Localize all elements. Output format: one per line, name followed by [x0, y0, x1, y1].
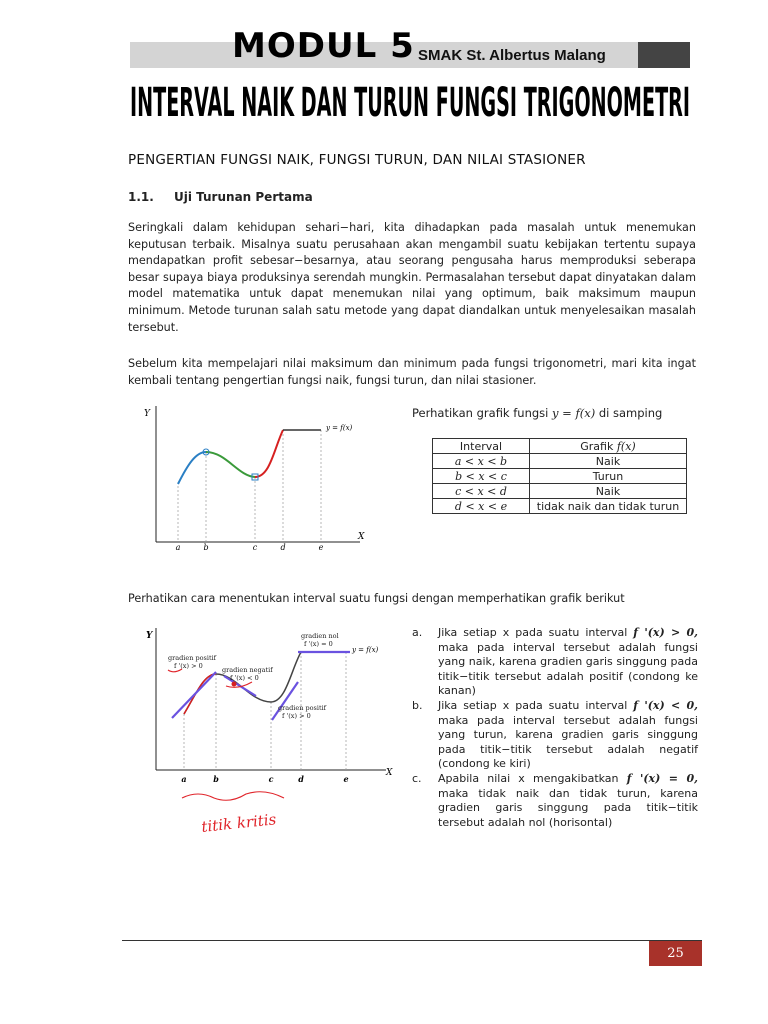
table-cell: a < x < b — [433, 454, 530, 469]
paragraph-graph2-intro: Perhatikan cara menentukan interval suatu fungsi dengan memperhatikan grafik berikut — [128, 592, 625, 605]
graph1-caption: Perhatikan grafik fungsi y = f(x) di samping — [412, 406, 663, 420]
list-item: c. Apabila nilai x mengakibatkan f '(x) = 0, maka tidak naik dan tidak turun, karena gradien garis singgung pada titik−titik tersebut adalah nol (horisontal) — [412, 771, 699, 829]
svg-text:gradien positif: gradien positif — [278, 704, 327, 712]
table-row — [433, 484, 687, 499]
svg-text:d: d — [280, 543, 286, 552]
guide-lines — [178, 430, 321, 542]
svg-text:gradien negatif: gradien negatif — [222, 666, 273, 674]
graph-gradient — [138, 622, 400, 844]
table-row — [433, 469, 687, 484]
svg-text:d: d — [298, 774, 304, 784]
school-name: SMAK St. Albertus Malang — [418, 47, 606, 64]
graph-increasing-decreasing — [138, 404, 378, 556]
section-title: PENGERTIAN FUNGSI NAIK, FUNGSI TURUN, DAN NILAI STASIONER — [128, 152, 586, 168]
svg-text:gradien nol: gradien nol — [301, 632, 339, 640]
table-cell: Turun — [530, 469, 687, 484]
table-row — [433, 499, 687, 514]
svg-text:a: a — [175, 543, 181, 552]
gradient-annotations — [168, 632, 339, 720]
svg-text:b: b — [203, 543, 209, 552]
function-label: y = f(x) — [326, 424, 353, 432]
table-header: Grafik f(x) — [530, 439, 687, 454]
table-cell: tidak naik dan tidak turun — [530, 499, 687, 514]
subsection-title: Uji Turunan Pertama — [174, 190, 313, 204]
y-axis-label: Y — [146, 631, 153, 641]
svg-text:INTERVAL NAIK DAN TURUN FUNGSI: INTERVAL NAIK DAN TURUN FUNGSI TRIGONOMETRI — [130, 80, 690, 126]
x-tick-labels — [176, 543, 324, 552]
table-header: Interval — [433, 439, 530, 454]
svg-text:e: e — [343, 774, 349, 784]
table-cell: Naik — [530, 454, 687, 469]
curve-increasing-1 — [178, 452, 206, 484]
paragraph-intro: Seringkali dalam kehidupan sehari−hari, kita dihadapkan pada masalah untuk menemukan keputusan terbaik. Misalnya suatu perusahaan akan mengambil suatu kebijakan tertentu supaya mendapatkan profit sebesar−besarnya, atau seorang pengusaha harus memproduksi seberapa besar supaya biaya produksinya serendah mungkin. Permasalahan tersebut dapat dinyatakan dalam model matematika untuk dapat menemukan nilai yang optimum, baik maksimum maupun minimum. Metode turunan salah satu metode yang dapat diandalkan untuk menyelesaikan masalah tersebut. — [128, 221, 696, 334]
x-tick-labels — [181, 774, 348, 784]
svg-text:f '(x) < 0: f '(x) < 0 — [230, 674, 259, 682]
interval-table — [432, 438, 687, 514]
paragraph-recall: Sebelum kita mempelajari nilai maksimum dan minimum pada fungsi trigonometri, mari kita ingat kembali tentang pengertian fungsi naik, fungsi turun, dan nilai stasioner. — [128, 357, 696, 387]
table-cell: b < x < c — [433, 469, 530, 484]
footer-rule — [122, 940, 702, 941]
table-cell: Naik — [530, 484, 687, 499]
table-header-row — [433, 439, 687, 454]
svg-text:c: c — [252, 543, 258, 552]
svg-text:e: e — [318, 543, 324, 552]
page-number: 25 — [649, 941, 702, 966]
x-axis-label: X — [386, 768, 393, 778]
criteria-list — [412, 626, 698, 830]
increasing-segment — [184, 674, 216, 714]
svg-text:f '(x) = 0: f '(x) = 0 — [304, 640, 333, 648]
point-on-curve — [232, 682, 237, 687]
svg-text:f '(x) > 0: f '(x) > 0 — [174, 662, 203, 670]
curve-decreasing — [206, 452, 255, 477]
svg-text:c: c — [268, 774, 274, 784]
svg-text:f '(x) > 0: f '(x) > 0 — [282, 712, 311, 720]
curve-increasing-2 — [255, 430, 283, 477]
header-dark-block — [638, 42, 690, 68]
main-title — [128, 70, 692, 128]
y-axis-label: Y — [144, 409, 150, 419]
handwritten-note: titik kritis — [200, 810, 278, 836]
svg-text:b: b — [213, 774, 219, 784]
table-row — [433, 454, 687, 469]
svg-text:a: a — [181, 774, 187, 784]
tangent-positive-1 — [172, 672, 216, 718]
module-label: MODUL 5 — [232, 26, 415, 66]
svg-text:gradien positif: gradien positif — [168, 654, 217, 662]
list-item: b. Jika setiap x pada suatu interval f '(x) < 0, maka pada interval tersebut adalah fungsi yang turun, karena gradien garis singgung pada titik−titik tersebut adalah negatif (condong ke kiri) — [412, 698, 698, 771]
x-axis-label: X — [358, 532, 365, 542]
function-label: y = f(x) — [352, 646, 379, 654]
list-item: a. Jika setiap x pada suatu interval f '(x) > 0, maka pada interval tersebut adalah fungsi yang naik, karena gradien garis singgung pada titik−titik tersebut adalah positif (condong ke kanan) — [412, 626, 698, 698]
subsection-number: 1.1. — [128, 190, 154, 204]
table-cell: d < x < e — [433, 499, 530, 514]
table-cell: c < x < d — [433, 484, 530, 499]
